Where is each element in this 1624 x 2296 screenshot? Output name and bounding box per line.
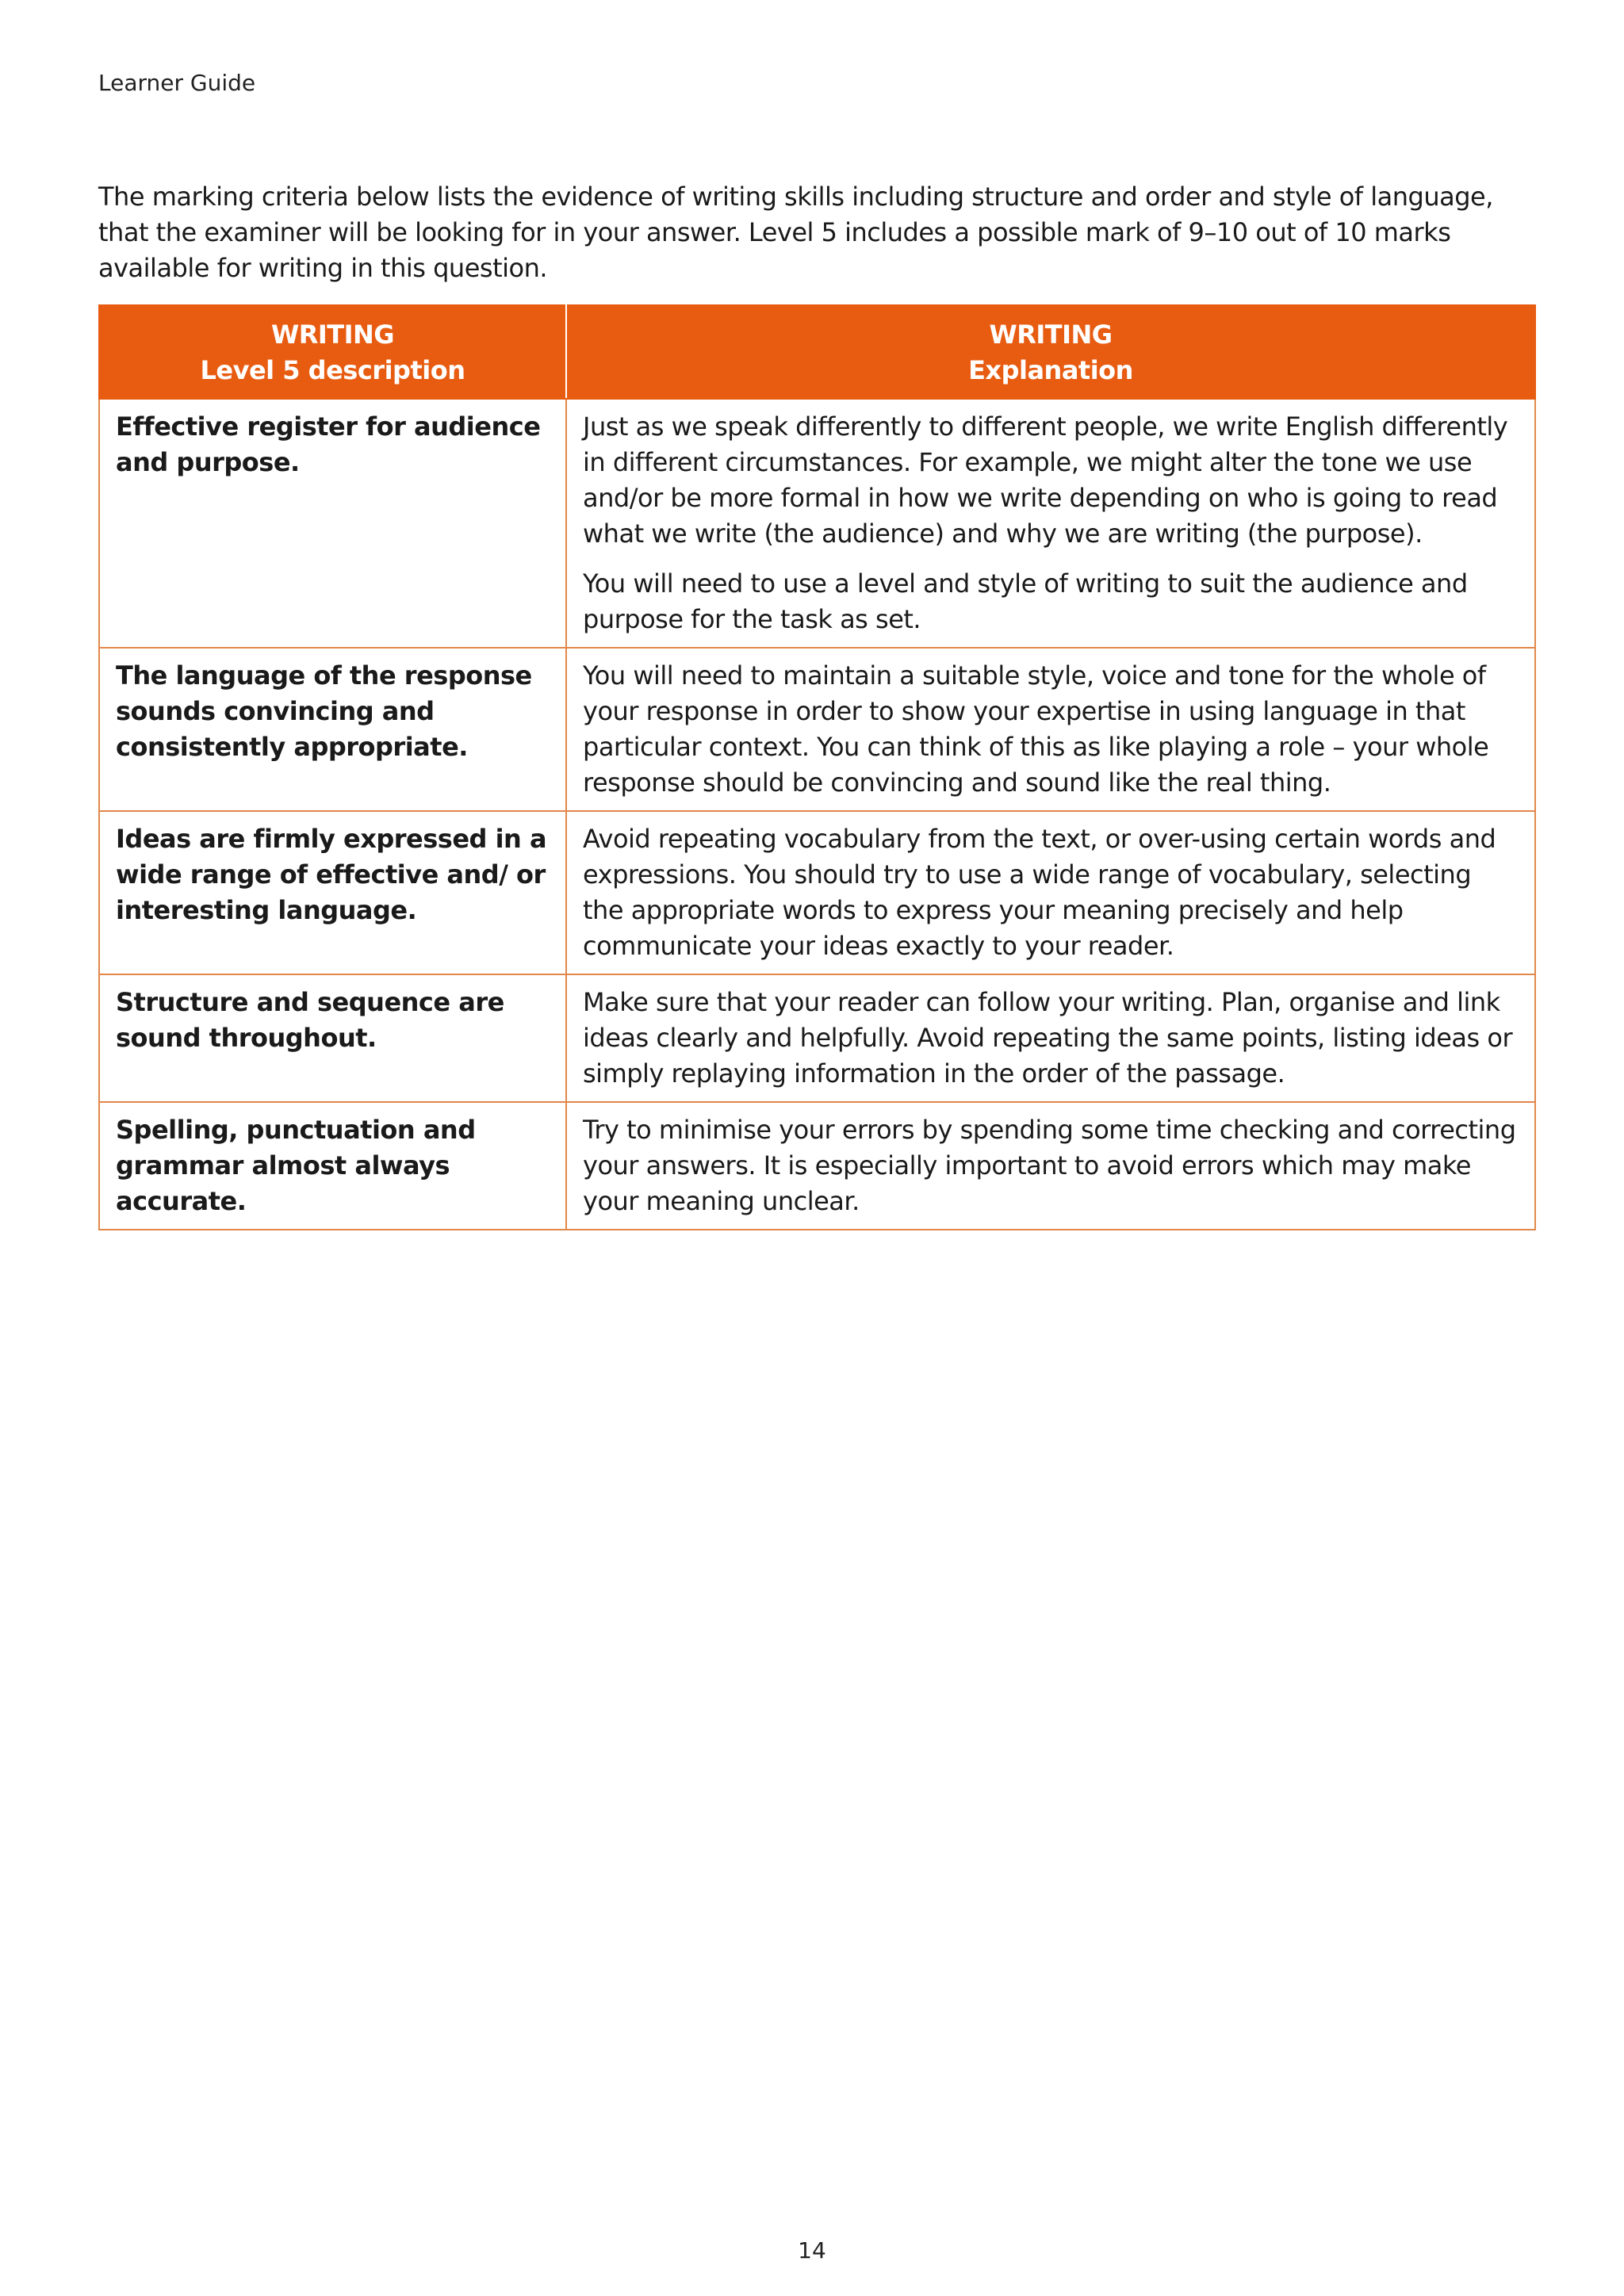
table-row bbox=[99, 1102, 1535, 1230]
intro-paragraph: The marking criteria below lists the evidence of writing skills including structure and order and style of language, that the examiner will be looking for in your answer. Level 5 includes a possible mark of 9–10 out of 10 marks available for writing in this question. bbox=[98, 182, 1493, 283]
column-header-line: WRITING bbox=[989, 320, 1113, 350]
explanation-paragraph: You will need to maintain a suitable style, voice and tone for the whole of your response in order to show your expertise in using language in that particular context. You can think of this as like playing a role – your whole response should be convincing and sound like the real thing. bbox=[583, 660, 1489, 798]
criterion-explanation bbox=[566, 974, 1535, 1102]
column-header-line: Explanation bbox=[968, 355, 1133, 385]
column-header-explanation bbox=[566, 305, 1535, 399]
explanation-paragraph: You will need to use a level and style of writing to suit the audience and purpose for the task as set. bbox=[583, 568, 1468, 634]
criterion-description: Structure and sequence are sound throughout. bbox=[99, 974, 566, 1102]
table-header-row bbox=[99, 305, 1535, 399]
criterion-explanation bbox=[566, 811, 1535, 974]
explanation-paragraph: Make sure that your reader can follow your writing. Plan, organise and link ideas clearly and helpfully. Avoid repeating the same points, listing ideas or simply replaying information in the order of the passage. bbox=[583, 987, 1513, 1089]
column-header-line: Level 5 description bbox=[200, 355, 465, 385]
explanation-paragraph: Avoid repeating vocabulary from the text, or over-using certain words and expressions. You should try to use a wide range of vocabulary, selecting the appropriate words to express your meaning precisely and help communicate your ideas exactly to your reader. bbox=[583, 824, 1496, 961]
running-header: Learner Guide bbox=[98, 70, 256, 96]
marking-criteria-table bbox=[98, 304, 1536, 1230]
criterion-description: Spelling, punctuation and grammar almost always accurate. bbox=[99, 1102, 566, 1230]
table-row bbox=[99, 811, 1535, 974]
explanation-paragraph: Just as we speak differently to different people, we write English differently in different circumstances. For example, we might alter the tone we use and/or be more formal in how we write depending on who is going to read what we write (the audience) and why we are writing (the purpose). bbox=[583, 411, 1508, 549]
page-number: 14 bbox=[798, 2237, 826, 2263]
criterion-explanation bbox=[566, 1102, 1535, 1230]
column-header-line: WRITING bbox=[270, 320, 395, 350]
table-row bbox=[99, 974, 1535, 1102]
table-row bbox=[99, 648, 1535, 811]
table-row bbox=[99, 399, 1535, 648]
criterion-description: Ideas are firmly expressed in a wide range of effective and/ or interesting language. bbox=[99, 811, 566, 974]
criterion-explanation bbox=[566, 648, 1535, 811]
criterion-description: The language of the response sounds convincing and consistently appropriate. bbox=[99, 648, 566, 811]
explanation-paragraph: Try to minimise your errors by spending some time checking and correcting your answers. It is especially important to avoid errors which may make your meaning unclear. bbox=[583, 1115, 1516, 1216]
criterion-explanation bbox=[566, 399, 1535, 648]
column-header-description bbox=[99, 305, 566, 399]
criterion-description: Effective register for audience and purpose. bbox=[99, 399, 566, 648]
